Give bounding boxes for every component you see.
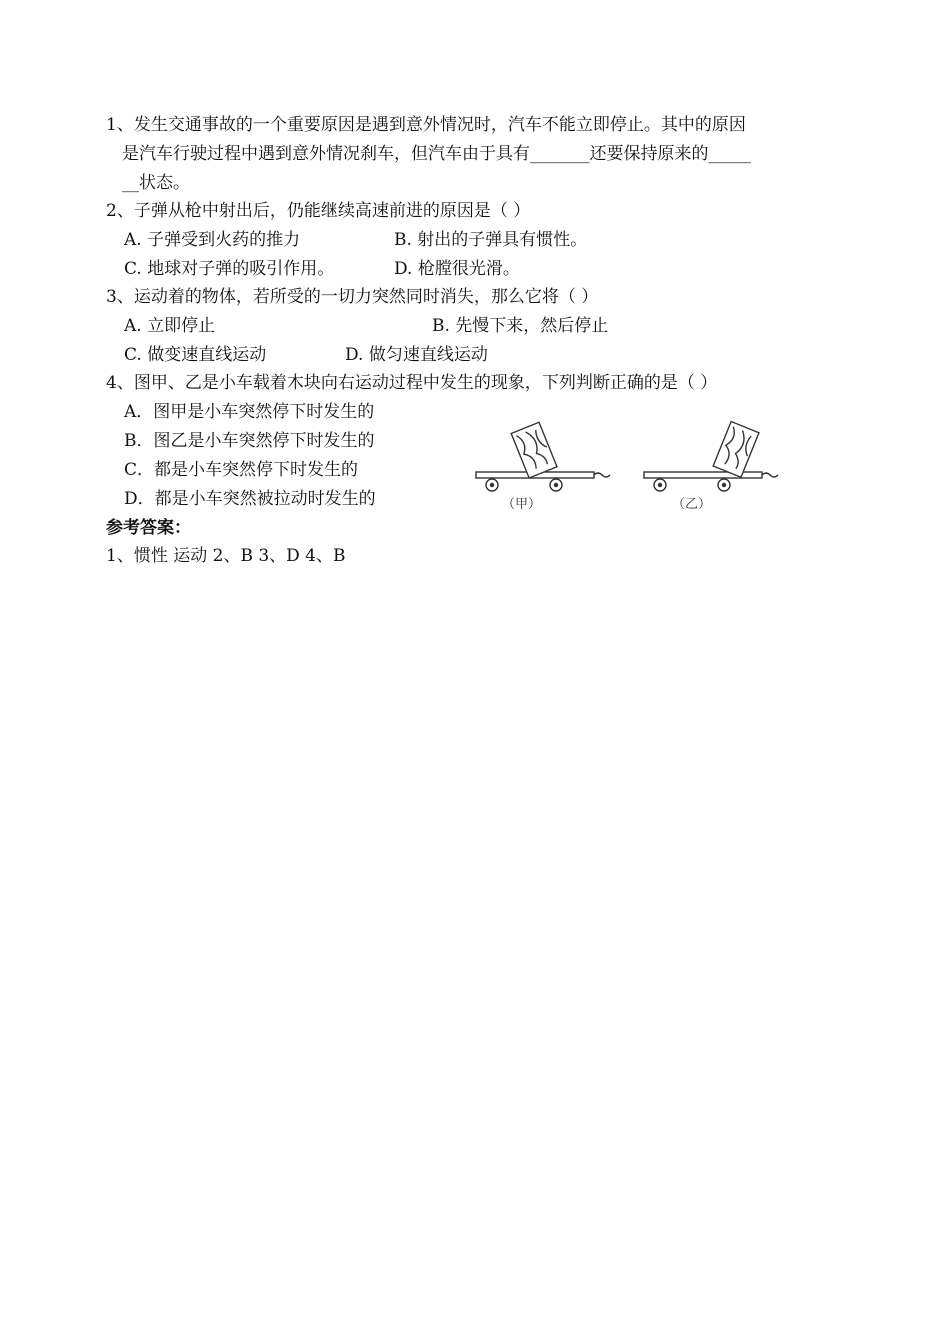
question-4-option-d: D．都是小车突然被拉动时发生的 [124, 489, 376, 509]
question-4-stem: 4、图甲、乙是小车载着木块向右运动过程中发生的现象，下列判断正确的是（ ） [106, 373, 718, 393]
figure-label-jia: （甲） [502, 497, 542, 512]
pull-string [594, 473, 610, 477]
question-4-option-b: B．图乙是小车突然停下时发生的 [124, 431, 375, 451]
question-3-option-c: C. 做变速直线运动 [124, 345, 267, 365]
cart-figure-jia [476, 422, 610, 512]
question-4-option-a: A．图甲是小车突然停下时发生的 [124, 402, 375, 422]
question-2-option-b: B. 射出的子弹具有惯性。 [394, 230, 588, 250]
figure-label-yi: （乙） [672, 497, 712, 512]
question-1-line-2: 是汽车行驶过程中遇到意外情况刹车，但汽车由于具有_______还要保持原来的_____ [122, 144, 751, 164]
cart-board [644, 472, 762, 478]
question-3-option-d: D. 做匀速直线运动 [345, 345, 488, 365]
wood-block [511, 422, 557, 478]
question-2-option-d: D. 枪膛很光滑。 [394, 259, 520, 279]
question-3-stem: 3、运动着的物体，若所受的一切力突然同时消失，那么它将（ ） [106, 287, 599, 307]
cart-figure [472, 418, 792, 524]
question-1-line-3: __状态。 [122, 173, 190, 193]
pull-string [762, 473, 778, 477]
wood-block [713, 422, 759, 478]
question-3-option-b: B. 先慢下来，然后停止 [432, 316, 609, 336]
answer-text: 1、惯性 运动 2、B 3、D 4、B [106, 546, 346, 566]
question-2-option-c: C. 地球对子弹的吸引作用。 [124, 259, 335, 279]
answer-title: 参考答案： [106, 518, 191, 538]
cart-figure-yi [644, 422, 778, 512]
question-3-option-a: A. 立即停止 [124, 316, 216, 336]
question-1-line-1: 1、发生交通事故的一个重要原因是遇到意外情况时，汽车不能立即停止。其中的原因 [106, 115, 746, 135]
question-2-option-a: A. 子弹受到火药的推力 [124, 230, 301, 250]
question-4-option-c: C．都是小车突然停下时发生的 [124, 460, 359, 480]
question-2-stem: 2、子弹从枪中射出后，仍能继续高速前进的原因是（ ） [106, 201, 531, 221]
